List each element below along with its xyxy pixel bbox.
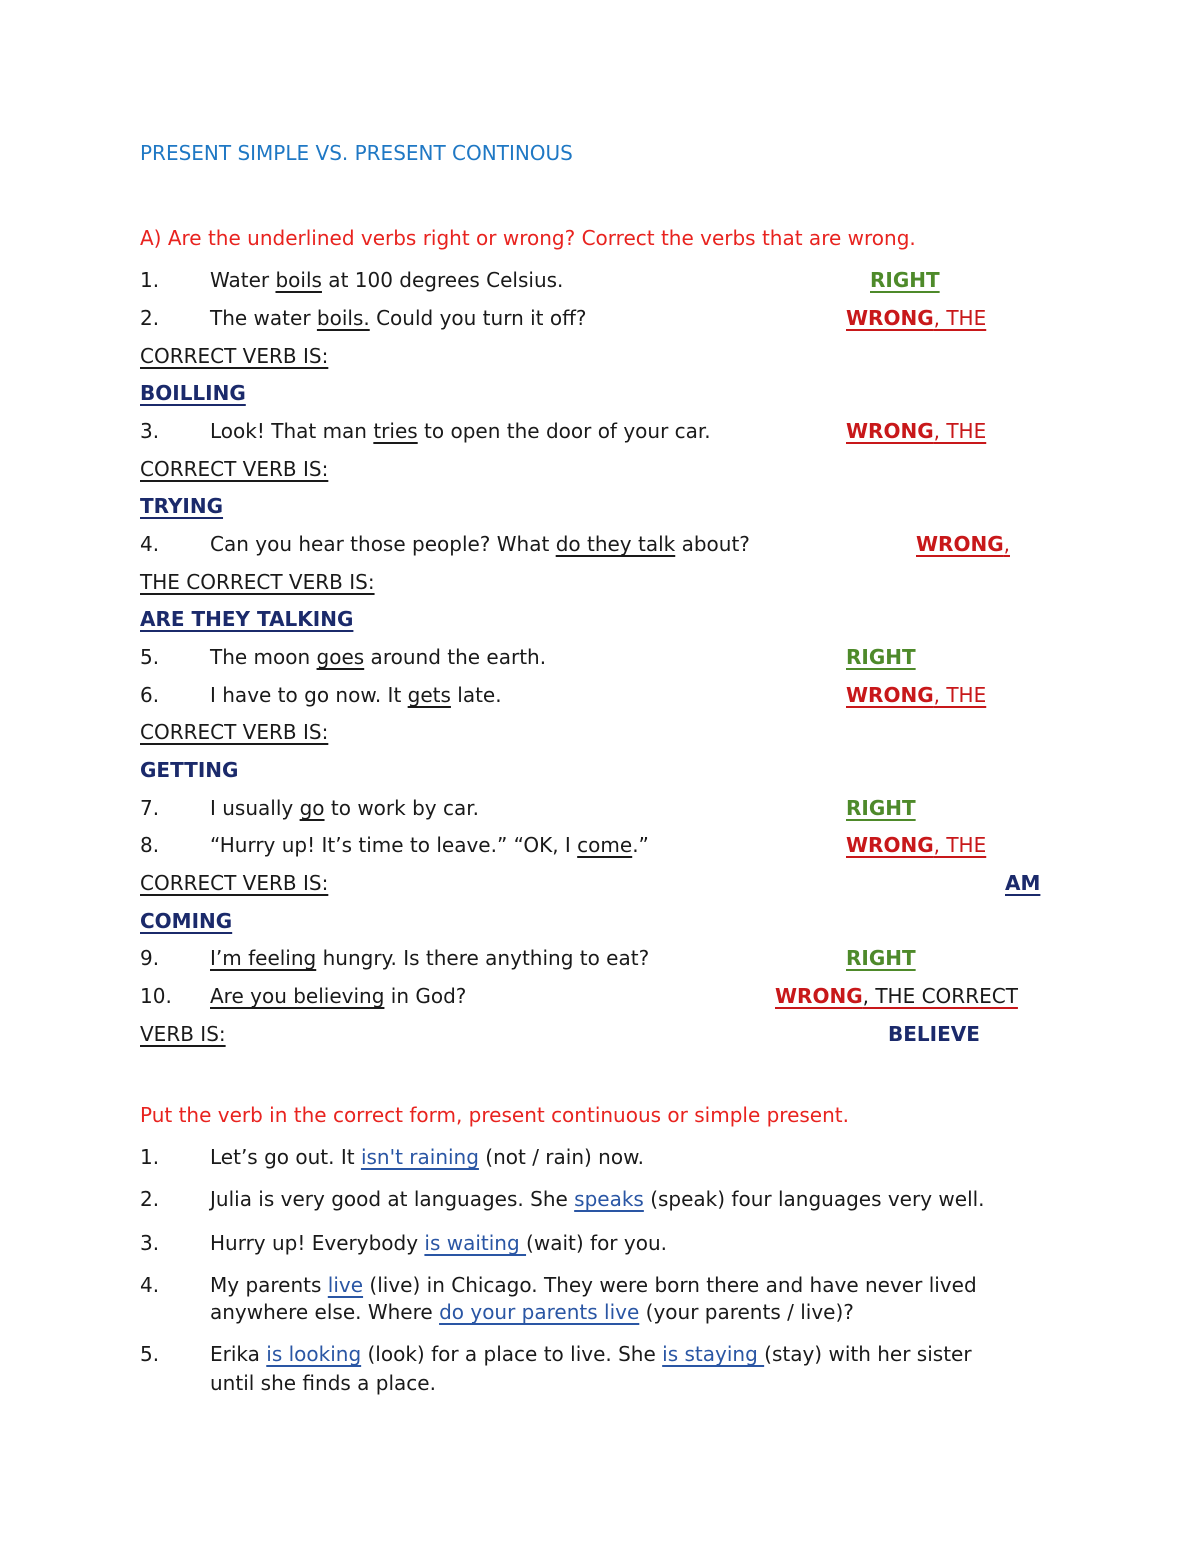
sentence-text: (wait) for you. (526, 1231, 667, 1255)
wrong-word: WRONG (916, 532, 1004, 556)
correct-verb-answer: COMING (140, 909, 233, 933)
sentence-text: Water (210, 268, 276, 292)
wrong-rest: , THE (933, 419, 987, 443)
sentence-text: (stay) with her sister (764, 1342, 972, 1366)
sentence-text: Erika (210, 1342, 267, 1366)
sentence-text: Hurry up! Everybody (210, 1231, 425, 1255)
wrong-rest: , THE CORRECT (862, 984, 1018, 1008)
sentence (210, 835, 649, 855)
underlined-verb: tries (373, 419, 418, 443)
sentence-text: .” (632, 833, 649, 857)
sentence-text: in God? (384, 984, 467, 1008)
wrong-rest: , THE (933, 833, 987, 857)
sentence-text: (live) in Chicago. They were born there and have never lived (363, 1273, 977, 1297)
correct-verb-answer: BELIEVE (888, 1022, 980, 1046)
wrong-word: WRONG (846, 419, 934, 443)
sentence (210, 948, 649, 968)
sentence (210, 421, 711, 441)
answer-verb: speaks (574, 1187, 644, 1211)
sentence (210, 1233, 667, 1253)
sentence (210, 1344, 972, 1364)
wrong-rest: , THE (933, 306, 987, 330)
underlined-verb: I’m feeling (210, 946, 317, 970)
correct-verb-answer: AM (1005, 871, 1041, 895)
sentence-text: (not / rain) now. (478, 1145, 644, 1169)
verb-is-label: VERB IS: (140, 1022, 226, 1046)
underlined-verb: boils. (316, 306, 370, 330)
wrong-mark (775, 986, 1018, 1006)
sentence (210, 798, 479, 818)
answer-verb: live (327, 1273, 364, 1297)
sentence-text: to open the door of your car. (417, 419, 711, 443)
sentence-text: My parents (210, 1273, 328, 1297)
sentence (210, 647, 546, 667)
answer-verb: do your parents live (439, 1300, 640, 1324)
correct-verb-answer: GETTING (140, 758, 239, 782)
correct-verb-answer: ARE THEY TALKING (140, 607, 354, 631)
item-number: 3. (140, 419, 160, 443)
sentence (210, 1147, 644, 1167)
sentence-text: (speak) four languages very well. (643, 1187, 985, 1211)
sentence (210, 685, 502, 705)
wrong-mark (846, 421, 986, 441)
item-number: 6. (140, 683, 160, 707)
wrong-mark (846, 835, 986, 855)
item-number: 4. (140, 532, 160, 556)
item-number: 1. (140, 1145, 160, 1169)
wrong-mark (846, 685, 986, 705)
item-number: 3. (140, 1231, 160, 1255)
right-mark: RIGHT (846, 796, 916, 820)
answer-verb: is staying (662, 1342, 765, 1366)
part-a-instruction: A) Are the underlined verbs right or wrong? Correct the verbs that are wrong. (140, 226, 916, 250)
correct-verb-label: CORRECT VERB IS: (140, 457, 329, 481)
sentence-text: “Hurry up! It’s time to leave.” “OK, I (210, 833, 578, 857)
item-number: 9. (140, 946, 160, 970)
item-number: 5. (140, 645, 160, 669)
sentence-text: hungry. Is there anything to eat? (316, 946, 650, 970)
underlined-verb: do they talk (555, 532, 676, 556)
correct-verb-label: CORRECT VERB IS: (140, 871, 329, 895)
answer-verb: is looking (266, 1342, 362, 1366)
sentence-text: I have to go now. It (210, 683, 408, 707)
sentence-text: Could you turn it off? (369, 306, 587, 330)
right-mark: RIGHT (846, 946, 916, 970)
sentence-text: Let’s go out. It (210, 1145, 361, 1169)
underlined-verb: come (577, 833, 633, 857)
sentence-continued (210, 1302, 854, 1322)
sentence (210, 270, 563, 290)
underlined-verb: go (299, 796, 325, 820)
item-number: 5. (140, 1342, 160, 1366)
wrong-mark (916, 534, 1010, 554)
sentence (210, 1189, 985, 1209)
sentence-text: (your parents / live)? (639, 1300, 854, 1324)
sentence (210, 308, 587, 328)
page-title: PRESENT SIMPLE VS. PRESENT CONTINOUS (140, 141, 573, 165)
sentence-text: late. (450, 683, 502, 707)
right-mark: RIGHT (846, 645, 916, 669)
item-number: 4. (140, 1273, 160, 1297)
item-number: 10. (140, 984, 172, 1008)
sentence-text: The water (210, 306, 317, 330)
underlined-verb: boils (275, 268, 322, 292)
sentence (210, 534, 750, 554)
correct-verb-answer: BOILLING (140, 381, 246, 405)
wrong-word: WRONG (846, 833, 934, 857)
sentence-text: Julia is very good at languages. She (210, 1187, 575, 1211)
sentence-text: around the earth. (364, 645, 547, 669)
wrong-rest: , THE (933, 683, 987, 707)
answer-verb: is waiting (424, 1231, 527, 1255)
right-mark: RIGHT (870, 268, 940, 292)
underlined-verb: goes (316, 645, 365, 669)
correct-verb-label: CORRECT VERB IS: (140, 344, 329, 368)
sentence-text: Can you hear those people? What (210, 532, 556, 556)
underlined-verb: Are you believing (210, 984, 385, 1008)
sentence (210, 986, 466, 1006)
item-number: 8. (140, 833, 160, 857)
wrong-word: WRONG (775, 984, 863, 1008)
correct-verb-label: CORRECT VERB IS: (140, 720, 329, 744)
sentence-text: to work by car. (324, 796, 479, 820)
sentence-continued: until she finds a place. (210, 1371, 436, 1395)
wrong-word: WRONG (846, 683, 934, 707)
item-number: 2. (140, 306, 160, 330)
part-b-instruction: Put the verb in the correct form, present continuous or simple present. (140, 1103, 849, 1127)
sentence-text: (look) for a place to live. She (361, 1342, 663, 1366)
sentence-text: The moon (210, 645, 317, 669)
sentence-text: about? (675, 532, 750, 556)
wrong-mark (846, 308, 986, 328)
correct-verb-answer: TRYING (140, 494, 224, 518)
wrong-word: WRONG (846, 306, 934, 330)
item-number: 1. (140, 268, 160, 292)
correct-verb-label: THE CORRECT VERB IS: (140, 570, 375, 594)
sentence-text: anywhere else. Where (210, 1300, 440, 1324)
item-number: 7. (140, 796, 160, 820)
underlined-verb: gets (407, 683, 451, 707)
sentence-text: I usually (210, 796, 300, 820)
answer-verb: isn't raining (360, 1145, 479, 1169)
wrong-rest: , (1003, 532, 1010, 556)
sentence-text: at 100 degrees Celsius. (321, 268, 564, 292)
sentence-text: Look! That man (210, 419, 374, 443)
item-number: 2. (140, 1187, 160, 1211)
sentence (210, 1275, 977, 1295)
